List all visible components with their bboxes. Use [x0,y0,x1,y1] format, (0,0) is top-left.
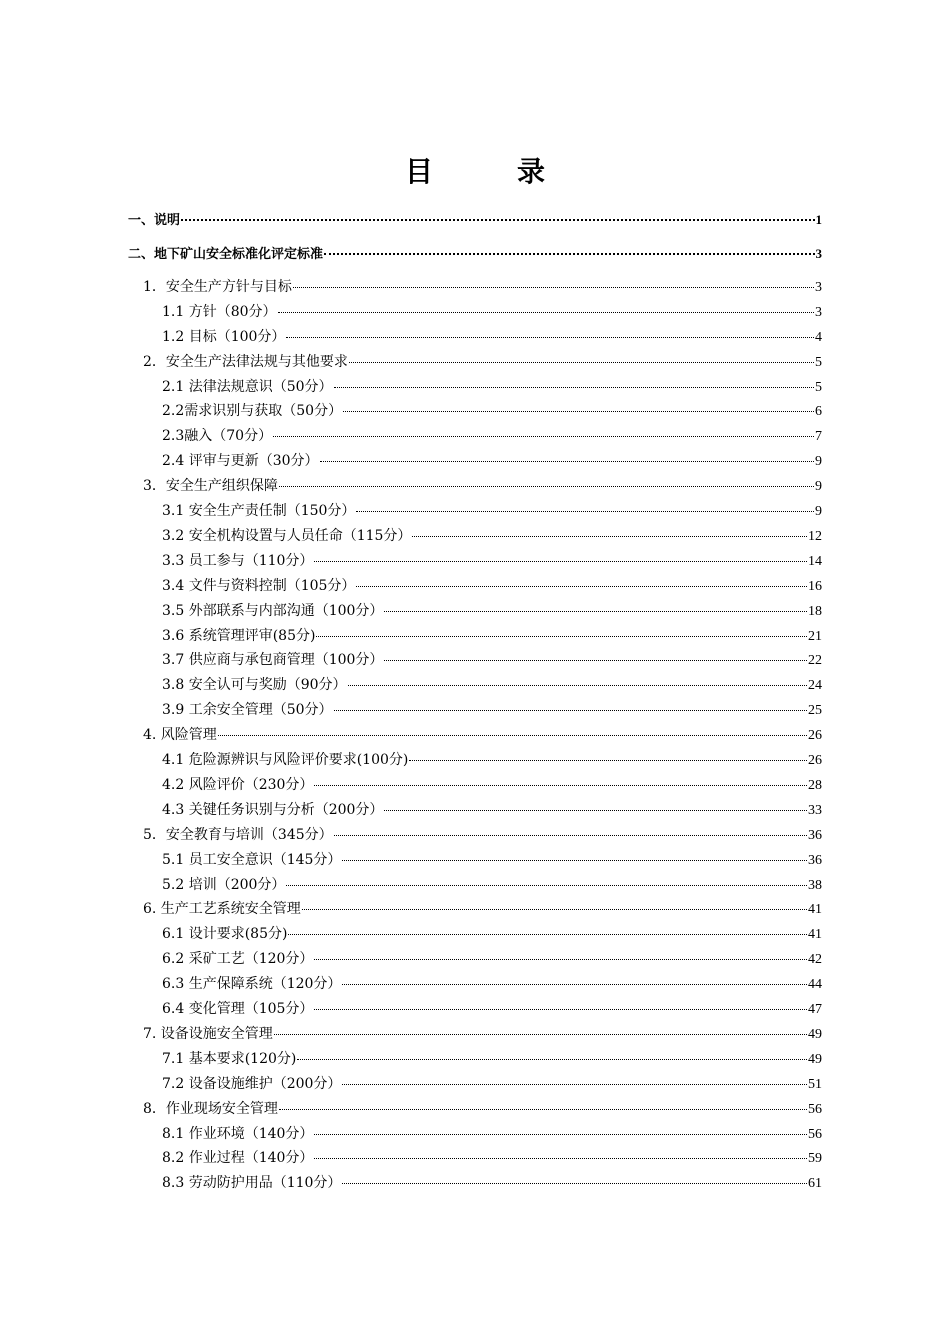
toc-entry-text: 7.2 设备设施维护（200分） [162,1076,342,1092]
toc-entry[interactable] [143,824,822,846]
toc-entry[interactable] [162,649,822,671]
toc-entry[interactable] [162,376,822,398]
toc-entry-text: 3.4 文件与资料控制（105分） [162,578,356,594]
toc-entry-text: 3.2 安全机构设置与人员任命（115分） [162,528,412,544]
toc-entry[interactable] [162,625,822,647]
toc-page-number: 9 [815,504,822,519]
toc-entry-text: 二、地下矿山安全标准化评定标准 [128,247,324,262]
toc-page-number: 44 [808,977,822,992]
toc-entry-text: 1．安全生产方针与目标 [143,279,292,295]
toc-leader-dots [320,447,814,462]
toc-entry[interactable] [162,326,822,348]
toc-entry[interactable] [143,1098,822,1120]
toc-entry[interactable] [143,898,822,920]
toc-entry[interactable] [143,724,822,746]
toc-leader-dots [314,995,807,1010]
toc-entry[interactable] [162,1048,822,1070]
toc-entry-text: 3.9 工余安全管理（50分） [162,702,333,718]
toc-leader-dots [342,1070,807,1085]
toc-page-number: 21 [808,629,822,644]
toc-entry-text: 7.1 基本要求(120分) [162,1051,297,1067]
toc-leader-dots [412,522,807,537]
toc-page-number: 25 [808,703,822,718]
toc-leader-dots [314,1144,807,1159]
toc-entry-text: 3.6 系统管理评审(85分) [162,628,316,644]
toc-entry[interactable] [143,1023,822,1045]
toc-page-number: 16 [808,579,822,594]
toc-entry-text: 6.4 变化管理（105分） [162,1001,314,1017]
toc-leader-dots [342,970,807,985]
toc-page-number: 41 [808,927,822,942]
toc-entry[interactable] [128,242,822,264]
toc-leader-dots [288,920,807,935]
toc-page-number: 47 [808,1002,822,1017]
toc-leader-dots [334,373,814,388]
toc-entry[interactable] [162,550,822,572]
toc-entry[interactable] [143,276,822,298]
toc-entry[interactable] [162,500,822,522]
toc-page-number: 59 [808,1151,822,1166]
toc-entry-text: 4. 风险管理 [143,727,217,743]
toc-page-number: 3 [815,246,822,261]
toc-leader-dots [384,597,807,612]
toc-entry[interactable] [162,1147,822,1169]
toc-entry[interactable] [162,1073,822,1095]
toc-page-number: 56 [808,1102,822,1117]
toc-page-number: 36 [808,828,822,843]
toc-entry-text: 3.8 安全认可与奖励（90分） [162,677,347,693]
toc-entry[interactable] [162,600,822,622]
toc-entry-text: 5.2 培训（200分） [162,877,286,893]
toc-leader-dots [409,746,807,761]
toc-entry-text: 3．安全生产组织保障 [143,478,278,494]
toc-entry[interactable] [162,749,822,771]
toc-page-number: 3 [815,305,822,320]
toc-entry-text: 6.3 生产保障系统（120分） [162,976,342,992]
toc-page-number: 14 [808,554,822,569]
toc-page-number: 7 [815,429,822,444]
toc-entry[interactable] [128,208,822,230]
toc-page-number: 22 [808,653,822,668]
toc-leader-dots [314,547,807,562]
toc-entry[interactable] [162,948,822,970]
toc-entry[interactable] [162,774,822,796]
toc-leader-dots [279,472,814,487]
toc-title: 目 录 [404,155,573,188]
toc-leader-dots [218,721,807,736]
toc-entry-text: 3.3 员工参与（110分） [162,553,314,569]
toc-page-number: 56 [808,1127,822,1142]
toc-entry[interactable] [162,874,822,896]
toc-page-number: 3 [815,280,822,295]
toc-entry[interactable] [143,475,822,497]
toc-leader-dots [348,671,807,686]
toc-page-number: 1 [815,212,822,227]
toc-entry[interactable] [162,1172,822,1194]
toc-page-number: 9 [815,454,822,469]
toc-entry-text: 8.3 劳动防护用品（110分） [162,1175,342,1191]
toc-leader-dots [342,1169,807,1184]
toc-leader-dots [343,397,814,412]
toc-page-number: 42 [808,952,822,967]
toc-page-number: 33 [808,803,822,818]
toc-leader-dots [324,239,814,255]
toc-entry-text: 8.1 作业环境（140分） [162,1126,314,1142]
toc-entry[interactable] [162,525,822,547]
toc-entry-text: 5.1 员工安全意识（145分） [162,852,342,868]
toc-leader-dots [278,298,814,313]
toc-page-number: 51 [808,1077,822,1092]
toc-entry-text: 一、说明 [128,213,181,228]
toc-page-number: 61 [808,1176,822,1191]
toc-entry-text: 2.4 评审与更新（30分） [162,453,319,469]
toc-entry-text: 6.2 采矿工艺（120分） [162,951,314,967]
toc-leader-dots [316,622,807,637]
toc-leader-dots [384,646,807,661]
toc-entry-text: 8．作业现场安全管理 [143,1101,278,1117]
toc-entry-text: 2．安全生产法律法规与其他要求 [143,354,348,370]
toc-leader-dots [314,945,807,960]
toc-page-number: 5 [815,355,822,370]
toc-leader-dots [314,1120,807,1135]
toc-leader-dots [279,1095,807,1110]
toc-entry[interactable] [162,674,822,696]
toc-entry-text: 4.3 关键任务识别与分析（200分） [162,802,384,818]
toc-leader-dots [349,348,814,363]
toc-page-number: 49 [808,1052,822,1067]
toc-page-number: 49 [808,1027,822,1042]
toc-leader-dots [334,696,807,711]
toc-leader-dots [286,871,807,886]
toc-leader-dots [334,821,807,836]
toc-page-number: 9 [815,479,822,494]
toc-entry[interactable] [162,998,822,1020]
toc-entry-text: 6.1 设计要求(85分) [162,926,288,942]
toc-entry[interactable] [162,400,822,422]
toc-entry-text: 5．安全教育与培训（345分） [143,827,333,843]
toc-entry[interactable] [162,973,822,995]
toc-entry[interactable] [162,575,822,597]
toc-page-number: 6 [815,404,822,419]
toc-leader-dots [384,796,807,811]
toc-entry-text: 2.2需求识别与获取（50分） [162,403,343,419]
toc-entry[interactable] [162,450,822,472]
toc-entry-text: 8.2 作业过程（140分） [162,1150,314,1166]
toc-page-number: 24 [808,678,822,693]
toc-entry[interactable] [143,351,822,373]
toc-entry[interactable] [162,301,822,323]
toc-leader-dots [314,771,807,786]
toc-page-number: 5 [815,380,822,395]
toc-leader-dots [356,572,807,587]
toc-entry[interactable] [162,849,822,871]
toc-page-number: 12 [808,529,822,544]
toc-entry-text: 3.5 外部联系与内部沟通（100分） [162,603,384,619]
toc-entry-text: 1.2 目标（100分） [162,329,286,345]
toc-entry[interactable] [162,699,822,721]
toc-page-number: 26 [808,753,822,768]
toc-leader-dots [342,846,807,861]
toc-entry-text: 4.2 风险评价（230分） [162,777,314,793]
toc-page-number: 36 [808,853,822,868]
toc-leader-dots [181,205,814,221]
toc-entry[interactable] [162,1123,822,1145]
toc-entry-text: 4.1 危险源辨识与风险评价要求(100分) [162,752,409,768]
toc-entry[interactable] [162,425,822,447]
toc-leader-dots [302,895,807,910]
toc-leader-dots [274,1020,807,1035]
toc-page-number: 38 [808,878,822,893]
toc-entry-text: 2.3融入（70分） [162,428,273,444]
toc-page-number: 18 [808,604,822,619]
toc-page-number: 4 [815,330,822,345]
toc-leader-dots [356,497,814,512]
toc-page-number: 26 [808,728,822,743]
toc-leader-dots [286,323,814,338]
toc-page-number: 28 [808,778,822,793]
toc-entry[interactable] [162,923,822,945]
toc-leader-dots [293,273,814,288]
toc-leader-dots [297,1045,807,1060]
toc-leader-dots [273,422,814,437]
toc-entry-text: 7. 设备设施安全管理 [143,1026,273,1042]
toc-entry-text: 1.1 方针（80分） [162,304,277,320]
toc-entry-text: 6. 生产工艺系统安全管理 [143,901,301,917]
toc-entry[interactable] [162,799,822,821]
toc-entry-text: 3.1 安全生产责任制（150分） [162,503,356,519]
toc-entry-text: 2.1 法律法规意识（50分） [162,379,333,395]
toc-entry-text: 3.7 供应商与承包商管理（100分） [162,652,384,668]
toc-page-number: 41 [808,902,822,917]
